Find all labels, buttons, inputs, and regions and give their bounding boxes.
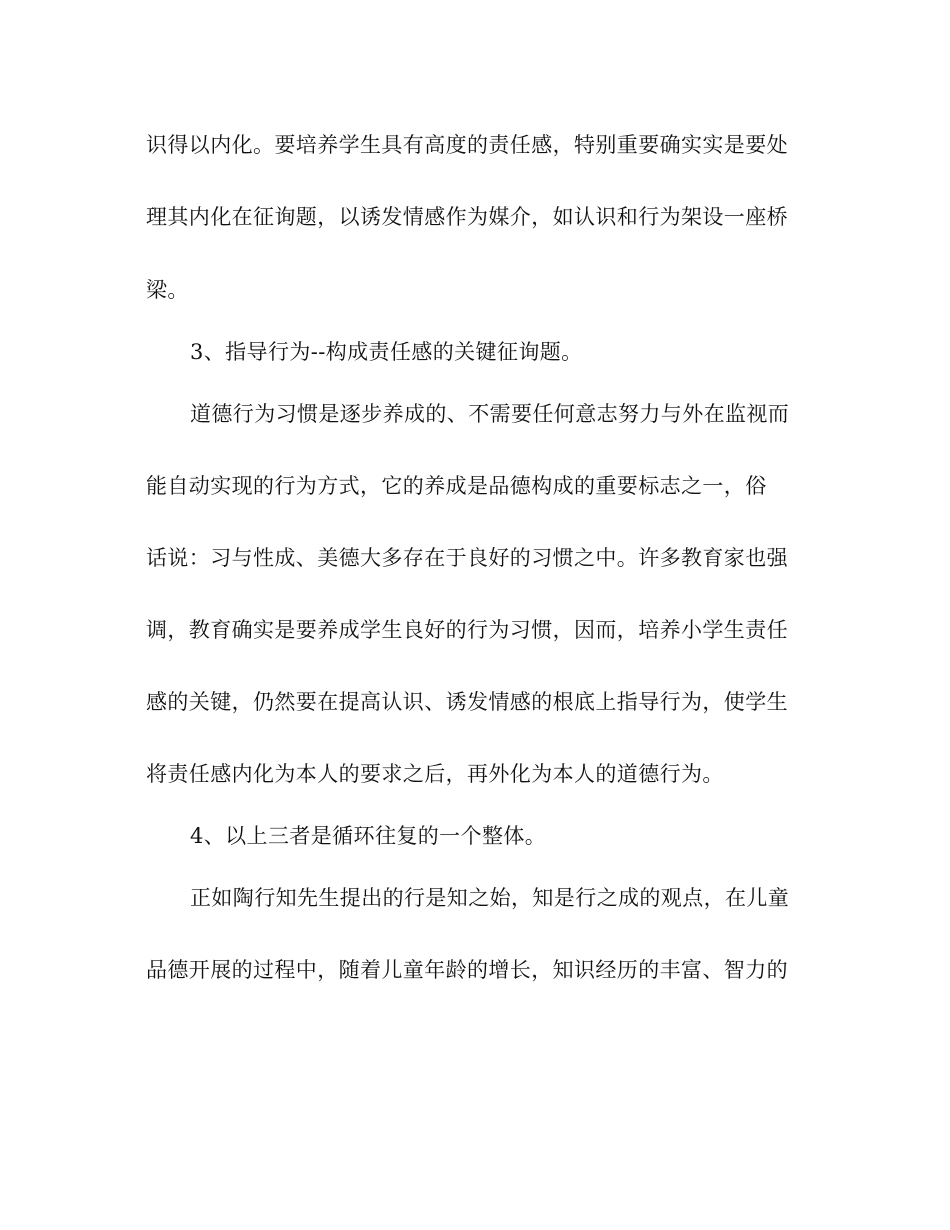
paragraph-line: 将责任感内化为本人的要求之后，再外化为本人的道德行为。 <box>146 762 724 786</box>
paragraph-line: 识得以内化。要培养学生具有高度的责任感，特别重要确实实是要处 <box>146 133 788 157</box>
section-heading-4: 4、以上三者是循环往复的一个整体。 <box>190 824 547 848</box>
paragraph-line: 道德行为习惯是逐步养成的、不需要任何意志努力与外在监视而 <box>190 402 790 426</box>
paragraph-line: 调，教育确实是要养成学生良好的行为习惯，因而，培养小学生责任 <box>146 618 788 642</box>
paragraph-line: 感的关键，仍然要在提高认识、诱发情感的根底上指导行为，使学生 <box>146 690 788 714</box>
paragraph-line: 能自动实现的行为方式，它的养成是品德构成的重要标志之一，俗 <box>146 474 767 498</box>
paragraph-line: 品德开展的过程中，随着儿童年龄的增长，知识经历的丰富、智力的 <box>146 958 788 982</box>
paragraph-line: 理其内化在征询题，以诱发情感作为媒介，如认识和行为架设一座桥 <box>146 205 788 229</box>
paragraph-line: 话说：习与性成、美德大多存在于良好的习惯之中。许多教育家也强 <box>146 546 788 570</box>
section-heading-3: 3、指导行为--构成责任感的关键征询题。 <box>190 340 583 364</box>
paragraph-line: 梁。 <box>146 278 189 302</box>
paragraph-line: 正如陶行知先生提出的行是知之始，知是行之成的观点，在儿童 <box>190 886 790 910</box>
